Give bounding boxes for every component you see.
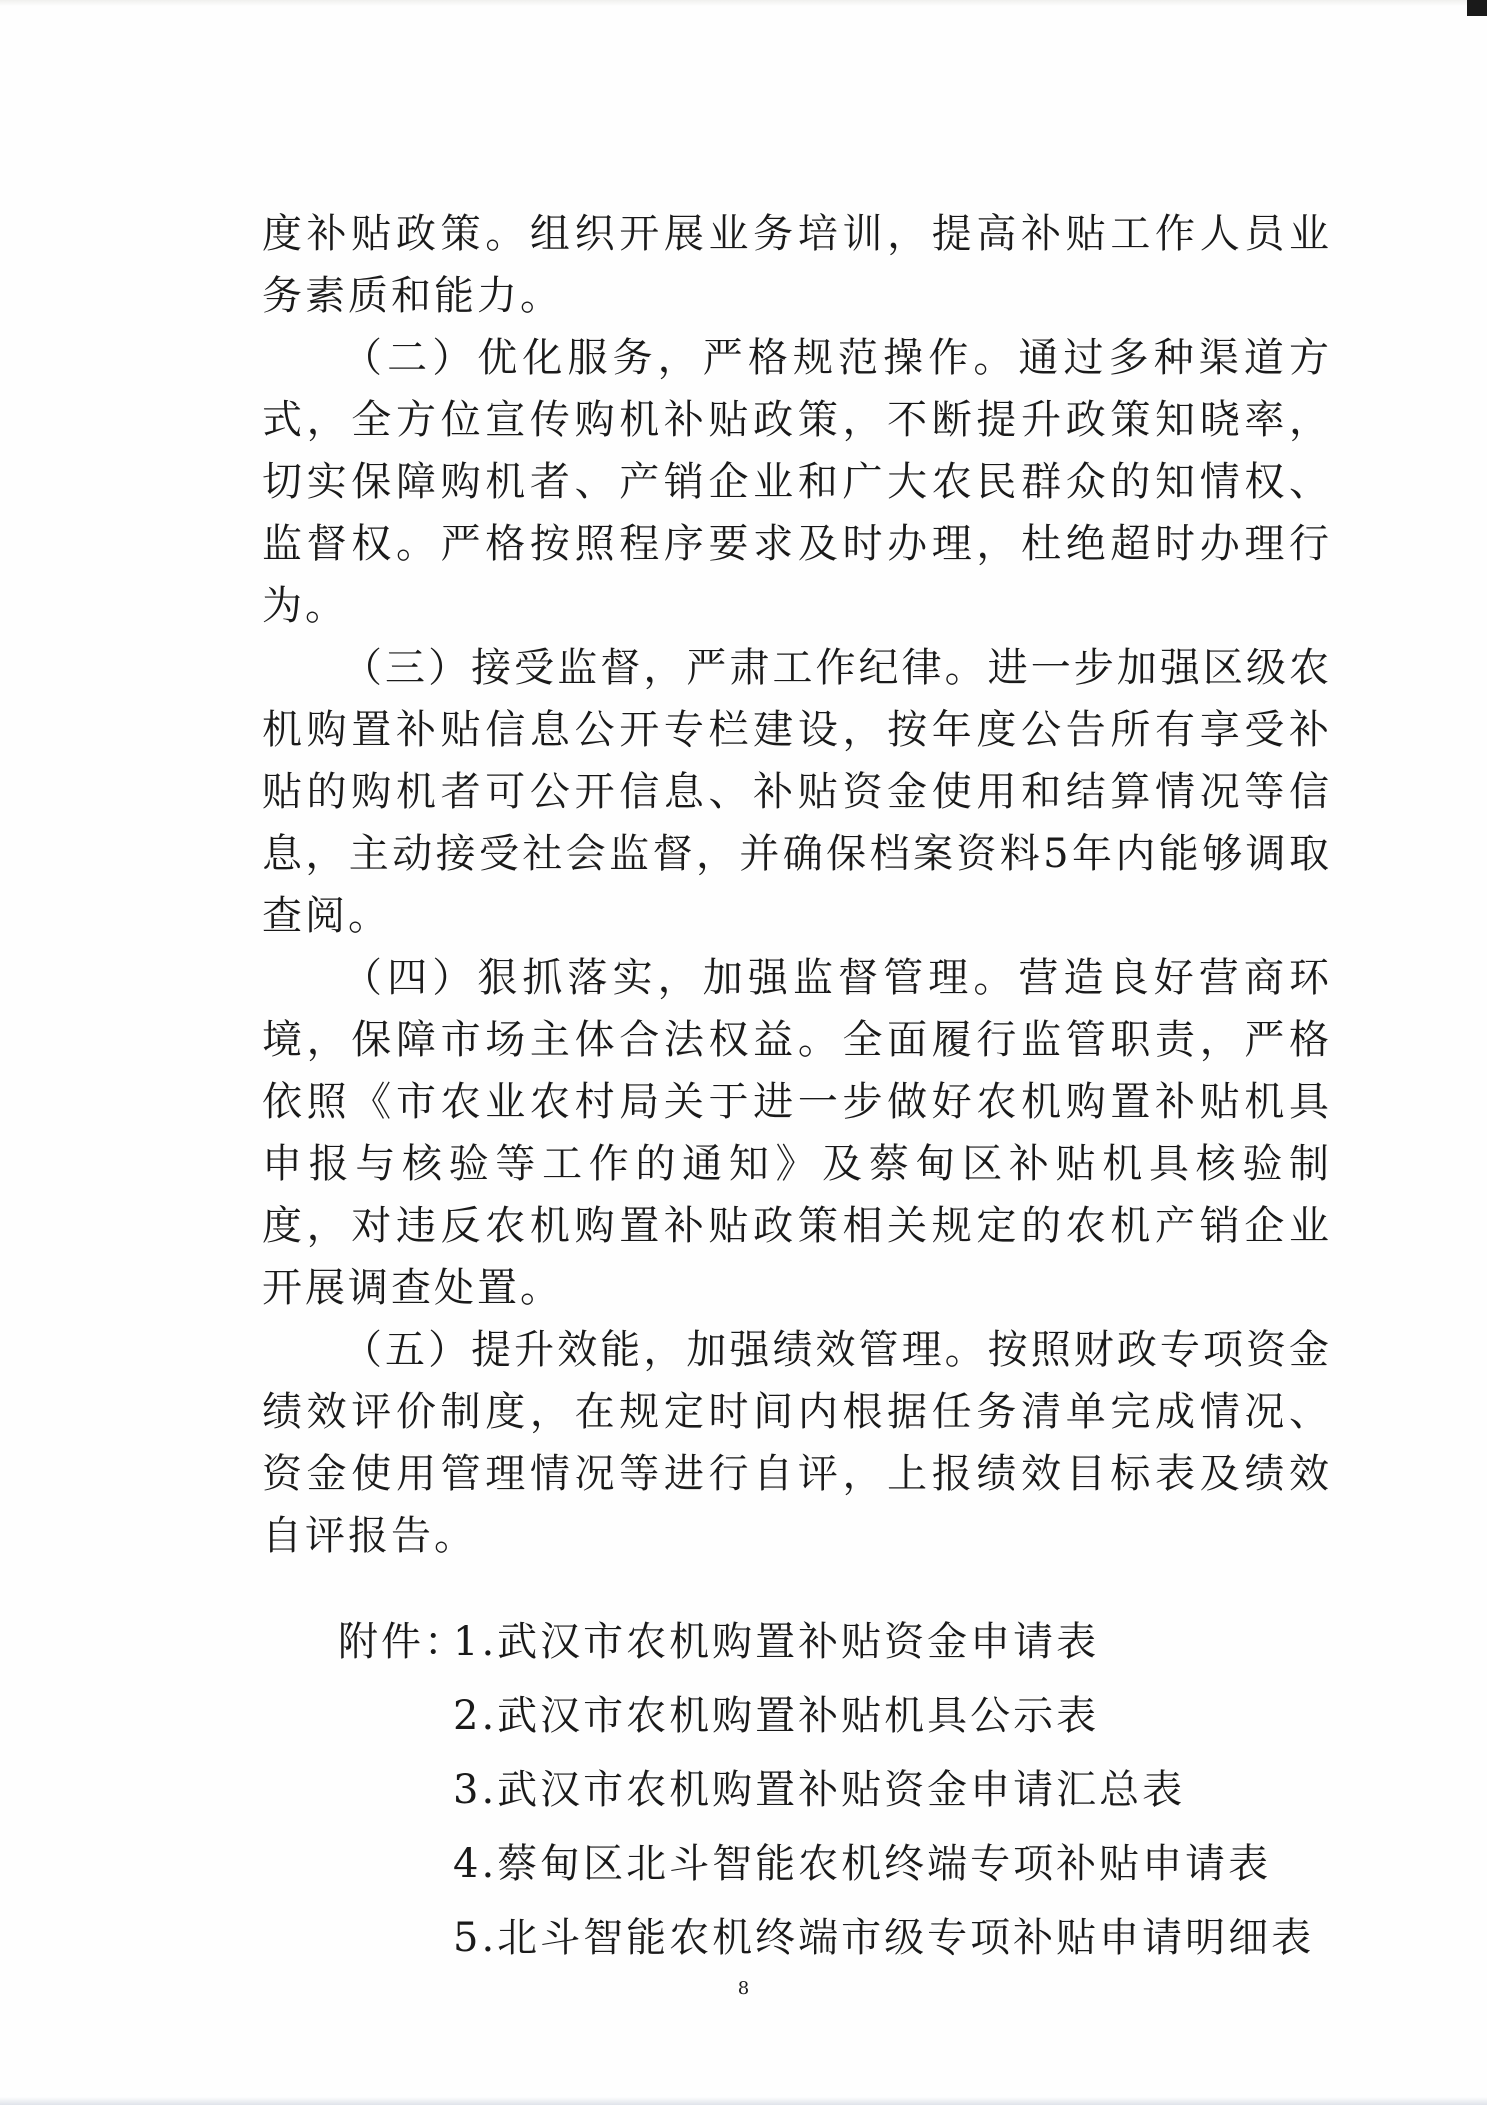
attachment-row (338, 1753, 1338, 1827)
page-number: 8 (737, 1978, 750, 1999)
attachment-item: 2.武汉市农机购置补贴机具公示表 (453, 1693, 1100, 1739)
paragraph-continuation: 度补贴政策。组织开展业务培训，提高补贴工作人员业务素质和能力。 (262, 211, 1332, 319)
attachment-item: 3.武汉市农机购置补贴资金申请汇总表 (453, 1767, 1186, 1813)
paragraph-strengthen-management: （四）狠抓落实，加强监督管理。营造良好营商环境，保障市场主体合法权益。全面履行监管职责，严格依照《市农业农村局关于进一步做好农机购置补贴机具申报与核验等工作的通知》及蔡甸区补贴机具核验制度，对违反农机购置补贴政策相关规定的农机产销企业开展调查处置。 (262, 955, 1332, 1311)
attachment-item: 1.武汉市农机购置补贴资金申请表 (453, 1619, 1100, 1665)
attachment-item: 5.北斗智能农机终端市级专项补贴申请明细表 (453, 1915, 1315, 1961)
paragraph-optimize-service: （二）优化服务，严格规范操作。通过多种渠道方式，全方位宣传购机补贴政策，不断提升政策知晓率，切实保障购机者、产销企业和广大农民群众的知情权、监督权。严格按照程序要求及时办理，杜绝超时办理行为。 (262, 335, 1332, 629)
scan-bottom-edge (0, 2097, 1487, 2105)
attachments-label: 附件： (338, 1619, 467, 1665)
paragraph-performance-management: （五）提升效能，加强绩效管理。按照财政专项资金绩效评价制度，在规定时间内根据任务清单完成情况、资金使用管理情况等进行自评，上报绩效目标表及绩效自评报告。 (262, 1327, 1332, 1559)
attachment-row (338, 1827, 1338, 1901)
attachment-row (338, 1901, 1338, 1975)
attachment-row (338, 1679, 1338, 1753)
attachments-list (338, 1605, 1338, 1975)
document-body (262, 203, 1332, 1567)
attachment-item: 4.蔡甸区北斗智能农机终端专项补贴申请表 (453, 1841, 1272, 1887)
scan-corner-mark (1467, 0, 1487, 16)
attachment-row (338, 1605, 1338, 1679)
paragraph-accept-supervision: （三）接受监督，严肃工作纪律。进一步加强区级农机购置补贴信息公开专栏建设，按年度公告所有享受补贴的购机者可公开信息、补贴资金使用和结算情况等信息，主动接受社会监督，并确保档案资料5年内能够调取查阅。 (262, 645, 1332, 939)
scan-top-edge (0, 0, 1487, 6)
